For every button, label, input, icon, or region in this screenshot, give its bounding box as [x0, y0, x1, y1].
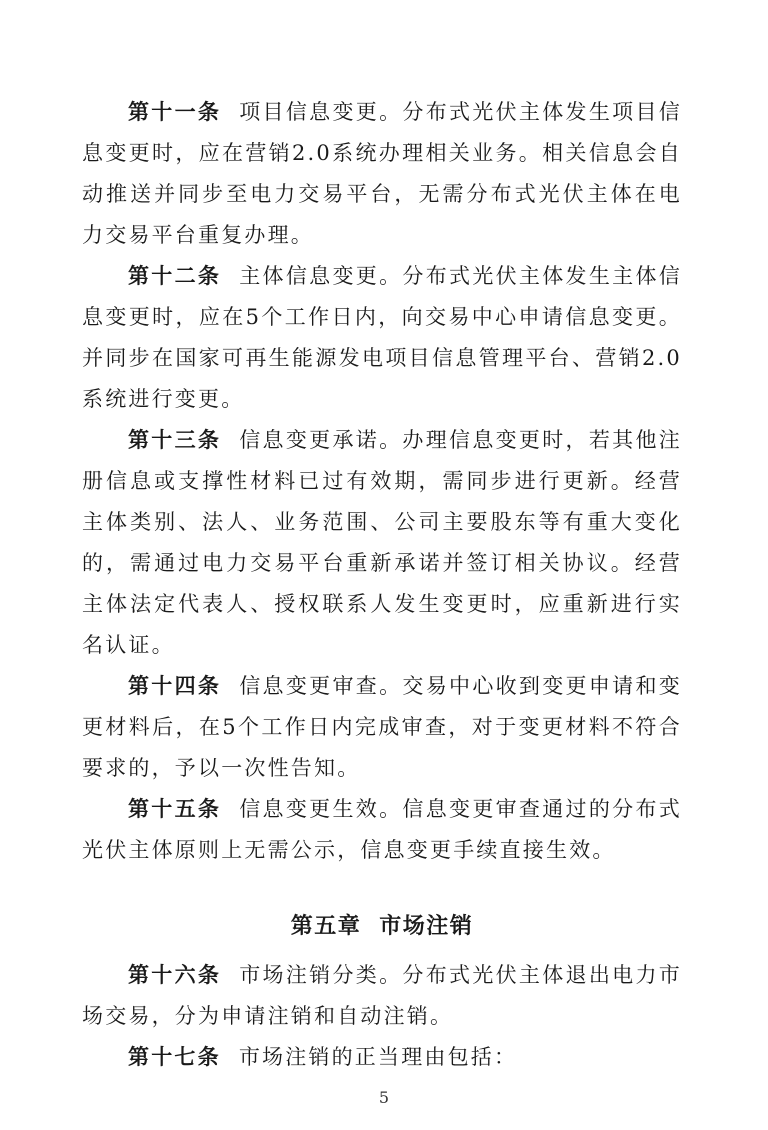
article-text: 市场注销分类。分布式光伏主体退出电力市场交易，分为申请注销和自动注销。: [82, 963, 682, 1028]
article-text: 项目信息变更。分布式光伏主体发生项目信息变更时，应在营销2.0系统办理相关业务。相关信息会自动推送并同步至电力交易平台，无需分布式光伏主体在电力交易平台重复办理。: [82, 100, 682, 247]
document-body: [82, 92, 682, 1078]
article-11: [82, 92, 682, 256]
article-number: 第十二条: [128, 264, 222, 288]
article-number: 第十七条: [128, 1045, 221, 1069]
chapter-number: 第五章: [290, 914, 362, 939]
chapter-heading: [82, 905, 682, 949]
article-15: [82, 789, 682, 871]
page-number: 5: [378, 1088, 390, 1107]
article-text: 信息变更审查。交易中心收到变更申请和变更材料后，在5个工作日内完成审查，对于变更材料不符合要求的，予以一次性告知。: [82, 674, 682, 780]
article-16: [82, 955, 682, 1037]
article-number: 第十一条: [128, 100, 222, 124]
article-text: 市场注销的正当理由包括：: [238, 1045, 518, 1069]
article-text: 信息变更承诺。办理信息变更时，若其他注册信息或支撑性材料已过有效期，需同步进行更新。经营主体类别、法人、业务范围、公司主要股东等有重大变化的，需通过电力交易平台重新承诺并签订相关协议。经营主体法定代表人、授权联系人发生变更时，应重新进行实名认证。: [82, 428, 682, 657]
article-text: 信息变更生效。信息变更审查通过的分布式光伏主体原则上无需公示，信息变更手续直接生效。: [82, 797, 682, 862]
chapter-title: 市场注销: [379, 914, 474, 939]
article-12: [82, 256, 682, 420]
article-number: 第十三条: [128, 428, 222, 452]
article-number: 第十六条: [128, 963, 222, 987]
article-14: [82, 666, 682, 789]
article-text: 主体信息变更。分布式光伏主体发生主体信息变更时，应在5个工作日内，向交易中心申请信息变更。并同步在国家可再生能源发电项目信息管理平台、营销2.0系统进行变更。: [82, 264, 682, 411]
article-17: [82, 1037, 682, 1078]
article-number: 第十五条: [128, 797, 222, 821]
article-number: 第十四条: [128, 674, 222, 698]
article-13: [82, 420, 682, 666]
